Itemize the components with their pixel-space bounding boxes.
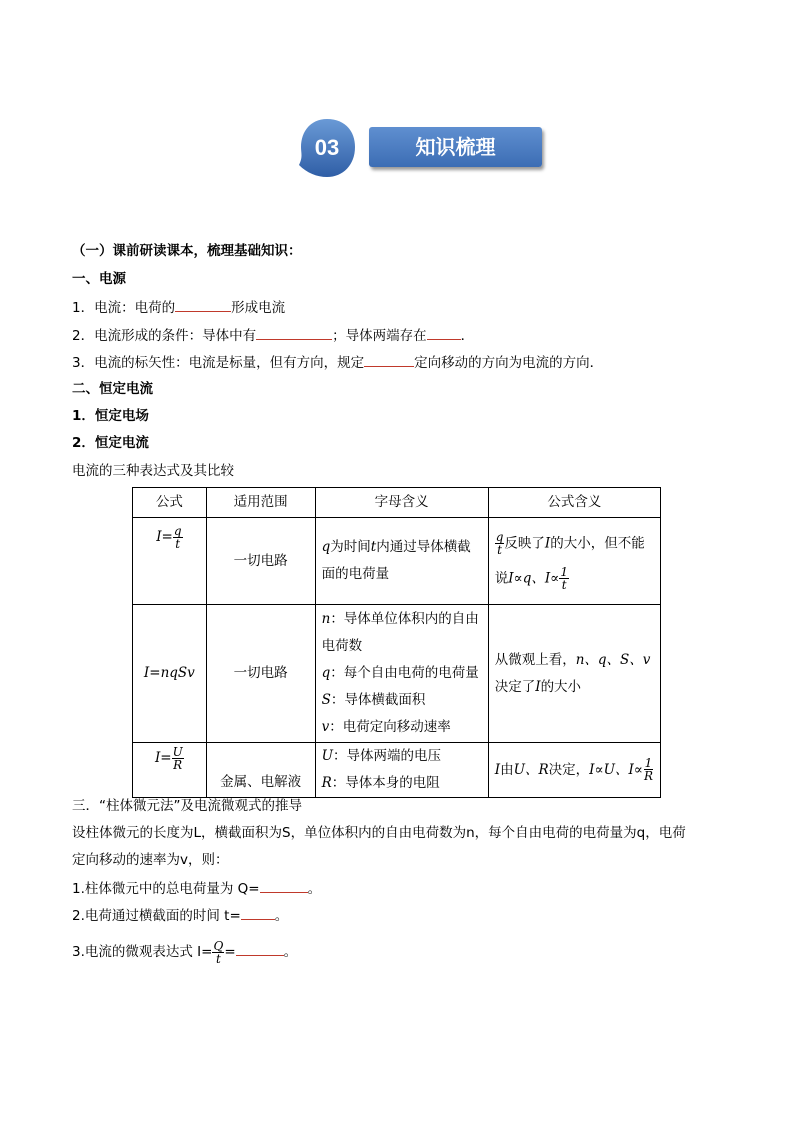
part3-item2: 2.电荷通过横截面的时间 t= 。: [72, 908, 289, 924]
part3-paragraph-line2: 定向移动的速率为v，则：: [72, 852, 229, 868]
part3-heading: 三．“柱体微元法”及电流微观式的推导: [72, 798, 302, 814]
formula-meaning-cell: I由U、R决定，I∝U、I∝ $\frac{1}{R}$: [488, 743, 660, 798]
current-expression-table: [132, 487, 661, 798]
fill-blank[interactable]: [175, 298, 231, 312]
letter-meaning-cell: q为时间t内通过导体横截 面的电荷量: [315, 518, 488, 605]
part3-item1: 1.柱体微元中的总电荷量为 Q= 。: [72, 881, 322, 897]
fill-blank[interactable]: [256, 326, 332, 340]
fill-blank[interactable]: [260, 879, 308, 893]
table-header-row: [133, 488, 661, 518]
part2-heading: 二、恒定电流: [72, 381, 153, 397]
part2-sub2: 2．恒定电流: [72, 435, 149, 451]
part2-sub1: 1．恒定电场: [72, 408, 149, 424]
formula-cell: I= $\frac{q}{t}$: [133, 518, 207, 605]
fill-blank[interactable]: [236, 942, 284, 956]
part1-item2: 2．电流形成的条件：导体中有 ；导体两端存在 ．: [72, 328, 475, 344]
fill-blank[interactable]: [427, 326, 461, 340]
scope-cell: 一切电路: [206, 605, 315, 743]
scope-cell: 一切电路: [206, 518, 315, 605]
header-formula-meaning: 公式含义: [488, 488, 660, 518]
formula-cell: I=nqSv: [133, 605, 207, 743]
section-number: 03: [314, 135, 340, 160]
part3-item3: 3.电流的微观表达式 I= $\frac{Q}{t}$ = 。: [72, 938, 298, 966]
part1-item1: 1．电流：电荷的 形成电流: [72, 300, 286, 316]
table-row: [133, 743, 661, 798]
header-letter-meaning: 字母含义: [315, 488, 488, 518]
section-title: 知识梳理: [415, 135, 496, 159]
part1-item3: 3．电流的标矢性：电流是标量，但有方向，规定 定向移动的方向为电流的方向．: [72, 355, 604, 371]
formula-meaning-cell: 从微观上看，n、q、S、v 决定了I的大小: [488, 605, 660, 743]
table-row: [133, 605, 661, 743]
header-scope: 适用范围: [206, 488, 315, 518]
part1-heading: 一、电源: [72, 271, 126, 287]
letter-meaning-cell: n：导体单位体积内的自由 电荷数 q：每个自由电荷的电荷量 S：导体横截面积 v：电荷定向移动速率: [315, 605, 488, 743]
scope-cell: 金属、电解液: [206, 743, 315, 798]
fill-blank[interactable]: [364, 353, 414, 367]
header-formula: 公式: [133, 488, 207, 518]
table-caption: 电流的三种表达式及其比较: [72, 463, 234, 479]
section-number-badge: [297, 117, 357, 179]
fill-blank[interactable]: [241, 906, 275, 920]
part3-paragraph-line1: 设柱体微元的长度为L，横截面积为S，单位体积内的自由电荷数为n，每个自由电荷的电荷量为q，电荷: [72, 825, 686, 841]
letter-meaning-cell: U：导体两端的电压 R：导体本身的电阻: [315, 743, 488, 798]
formula-meaning-cell: $\frac{q}{t}$ 反映了I的大小，但不能 说I∝q、I∝ $\frac{1}{t}$: [488, 518, 660, 605]
table-row: [133, 518, 661, 605]
formula-cell: I= $\frac{U}{R}$: [133, 743, 207, 798]
section-heading: （一）课前研读课本，梳理基础知识：: [72, 243, 302, 259]
